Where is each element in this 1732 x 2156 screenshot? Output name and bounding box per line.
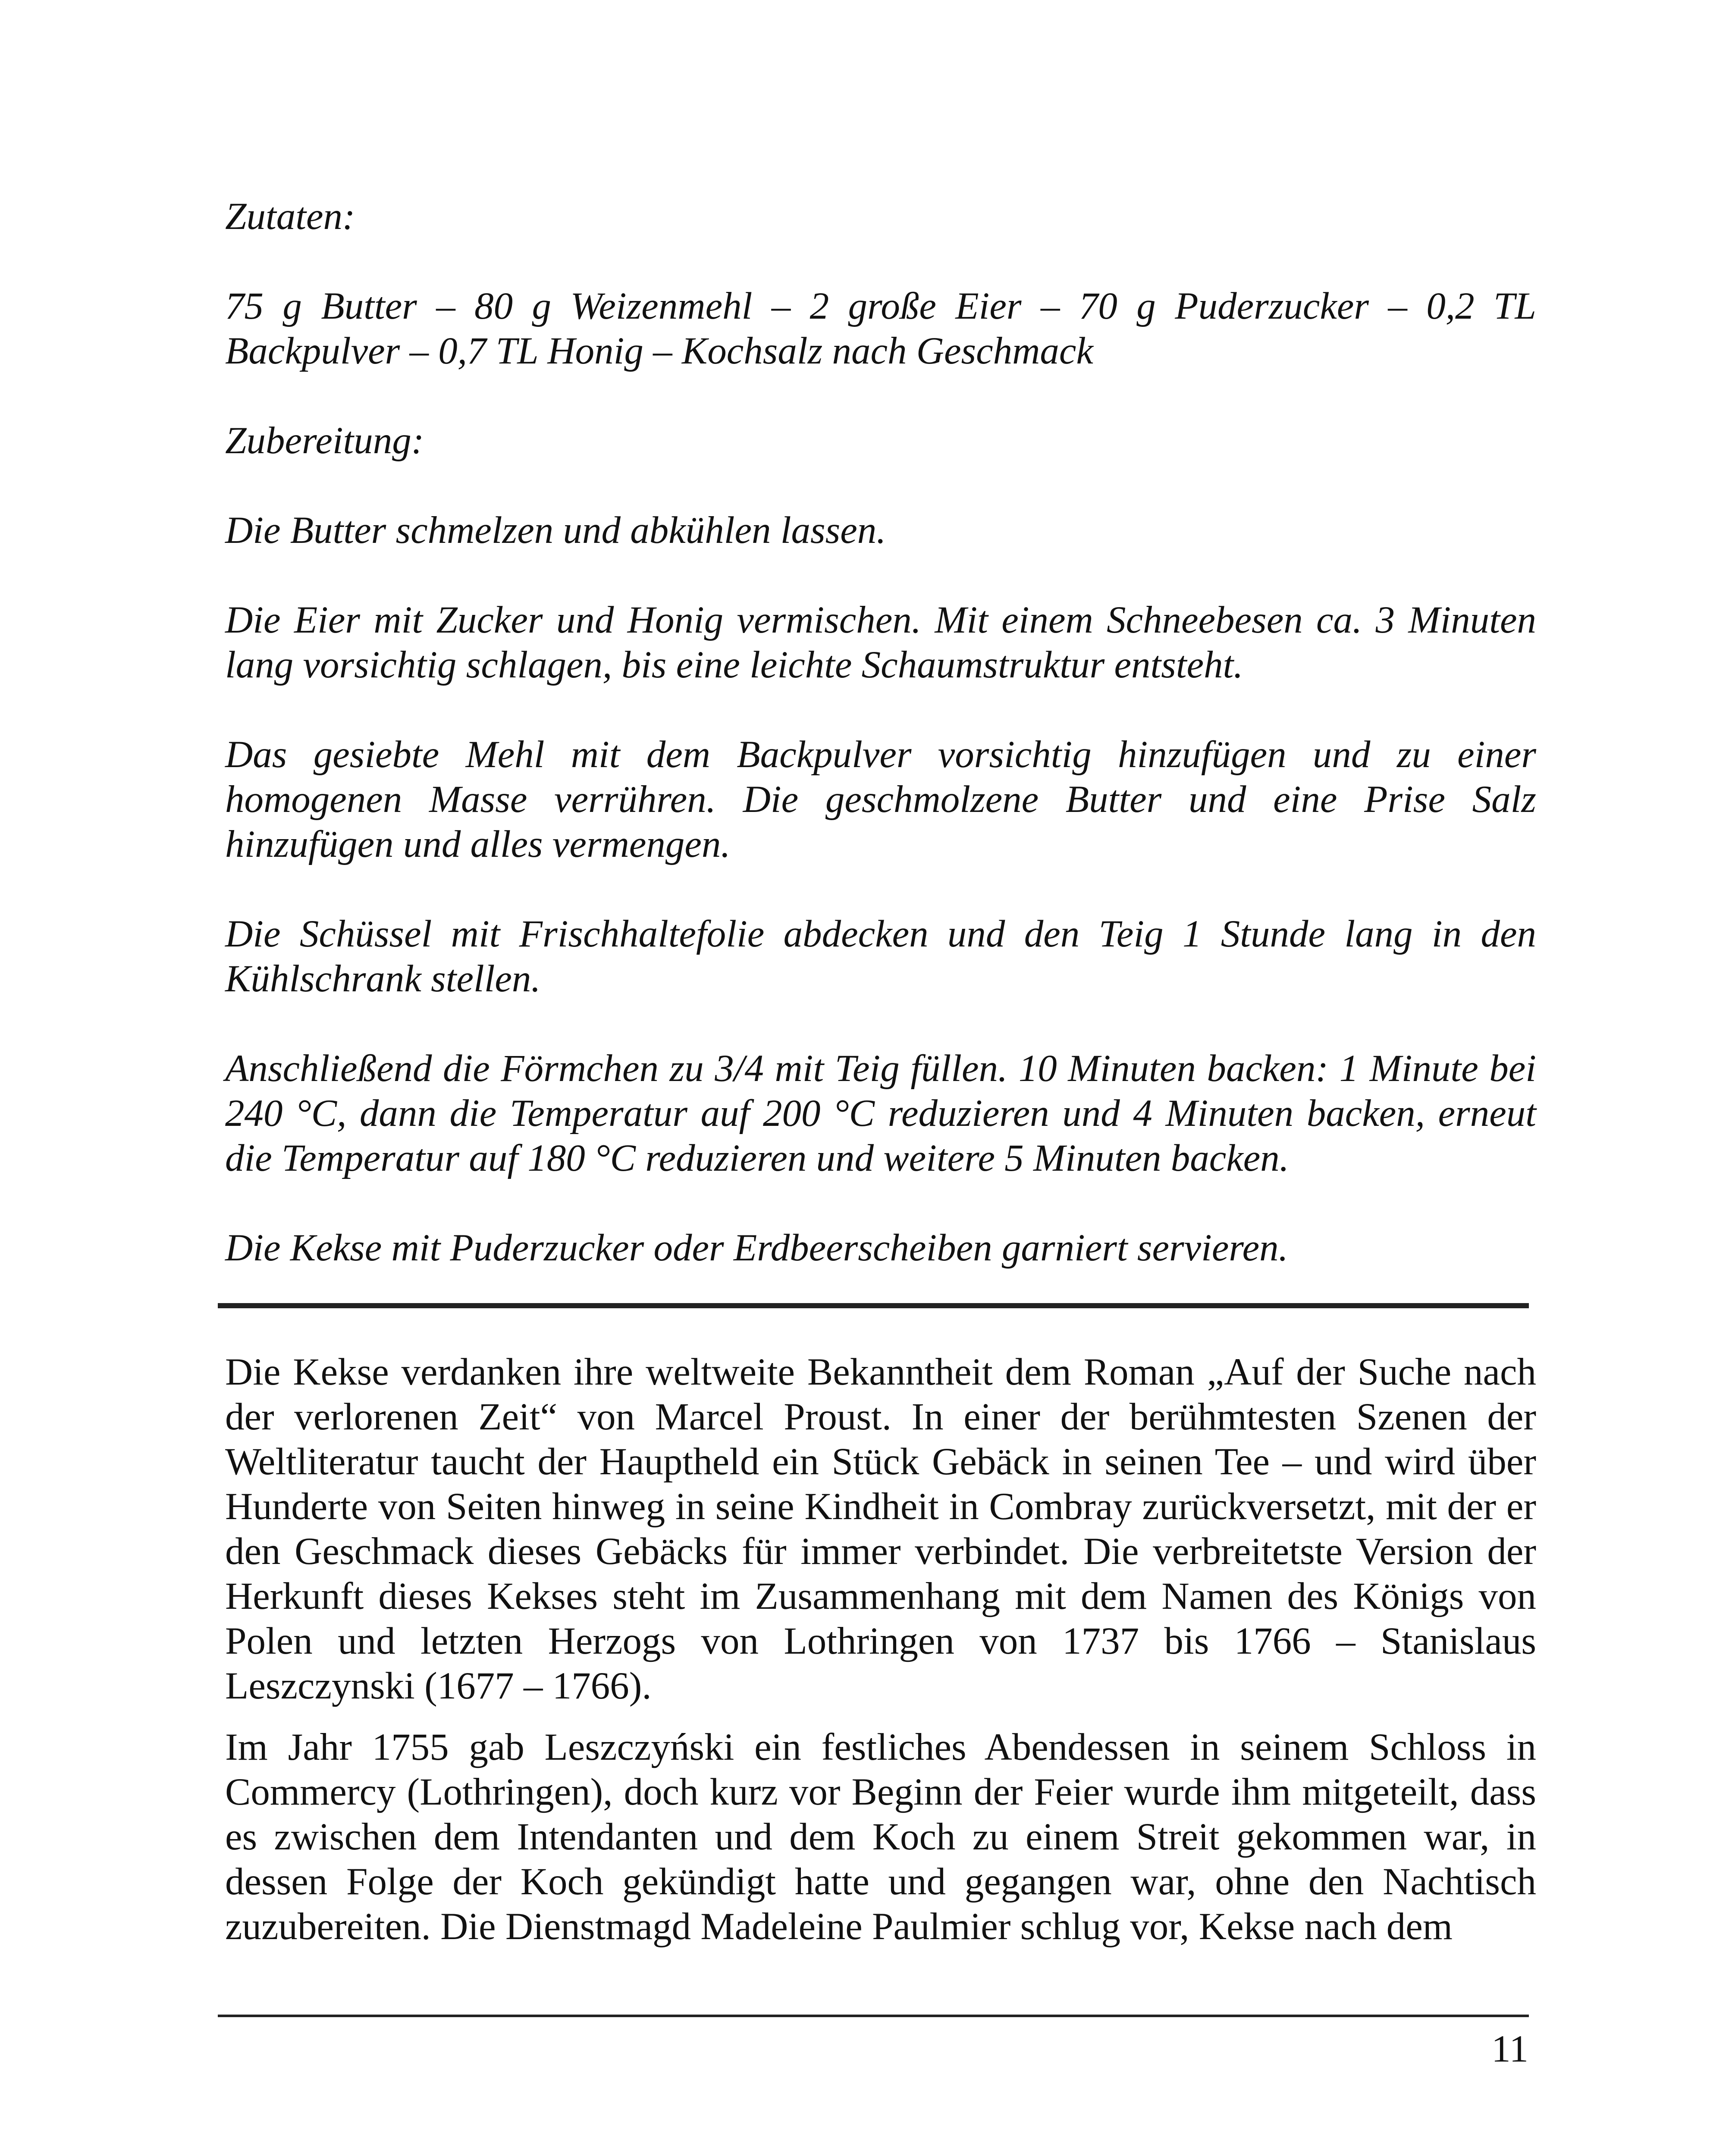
history-paragraph: Die Kekse verdanken ihre weltweite Bekanntheit dem Roman „Auf der Suche nach der verlorenen Zeit“ von Marcel Proust. In einer der berühmtesten Szenen der Weltliteratur taucht der Hauptheld ein Stück Gebäck in seinen Tee – und wird über Hunderte von Seiten hinweg in seine Kindheit in Combray zurückversetzt, mit der er den Geschmack dieses Gebäcks für immer verbindet. Die verbreitetste Version der Herkunft dieses Kekses steht im Zusammenhang mit dem Namen des Königs von Polen und letzten Herzogs von Lothringen von 1737 bis 1766 – Stanislaus Leszczynski (1677 – 1766). [225,1351,1536,1707]
ingredients-heading: Zutaten: [225,195,355,238]
ingredients-list: 75 g Butter – 80 g Weizenmehl – 2 große Eier – 70 g Puderzucker – 0,2 TL Backpulver – 0,7 TL Honig – Kochsalz nach Geschmack [225,285,1536,372]
preparation-step: Die Schüssel mit Frischhaltefolie abdecken und den Teig 1 Stunde lang in den Kühlschrank stellen. [225,913,1536,1000]
footer-divider [218,2015,1529,2017]
preparation-step: Die Butter schmelzen und abkühlen lassen. [225,509,886,552]
recipe-section [225,194,1536,1270]
preparation-step: Die Eier mit Zucker und Honig vermischen. Mit einem Schneebesen ca. 3 Minuten lang vorsichtig schlagen, bis eine leichte Schaumstruktur entsteht. [225,599,1536,686]
preparation-heading: Zubereitung: [225,420,424,462]
history-section [225,1350,1536,1965]
page-number: 11 [1491,2028,1528,2070]
preparation-step: Die Kekse mit Puderzucker oder Erdbeerscheiben garniert servieren. [225,1227,1288,1269]
preparation-step: Das gesiebte Mehl mit dem Backpulver vorsichtig hinzufügen und zu einer homogenen Masse verrühren. Die geschmolzene Butter und eine Prise Salz hinzufügen und alles vermengen. [225,733,1536,865]
history-paragraph: Im Jahr 1755 gab Leszczyński ein festliches Abendessen in seinem Schloss in Commercy (Lothringen), doch kurz vor Beginn der Feier wurde ihm mitgeteilt, dass es zwischen dem Intendanten und dem Koch zu einem Streit gekommen war, in dessen Folge der Koch gekündigt hatte und gegangen war, ohne den Nachtisch zuzubereiten. Die Dienstmagd Madeleine Paulmier schlug vor, Kekse nach dem [225,1726,1536,1948]
preparation-step: Anschließend die Förmchen zu 3/4 mit Teig füllen. 10 Minuten backen: 1 Minute bei 240 °C, dann die Temperatur auf 200 °C reduzieren und 4 Minuten backen, erneut die Temperatur auf 180 °C reduzieren und weitere 5 Minuten backen. [225,1047,1536,1179]
section-divider [218,1303,1529,1308]
